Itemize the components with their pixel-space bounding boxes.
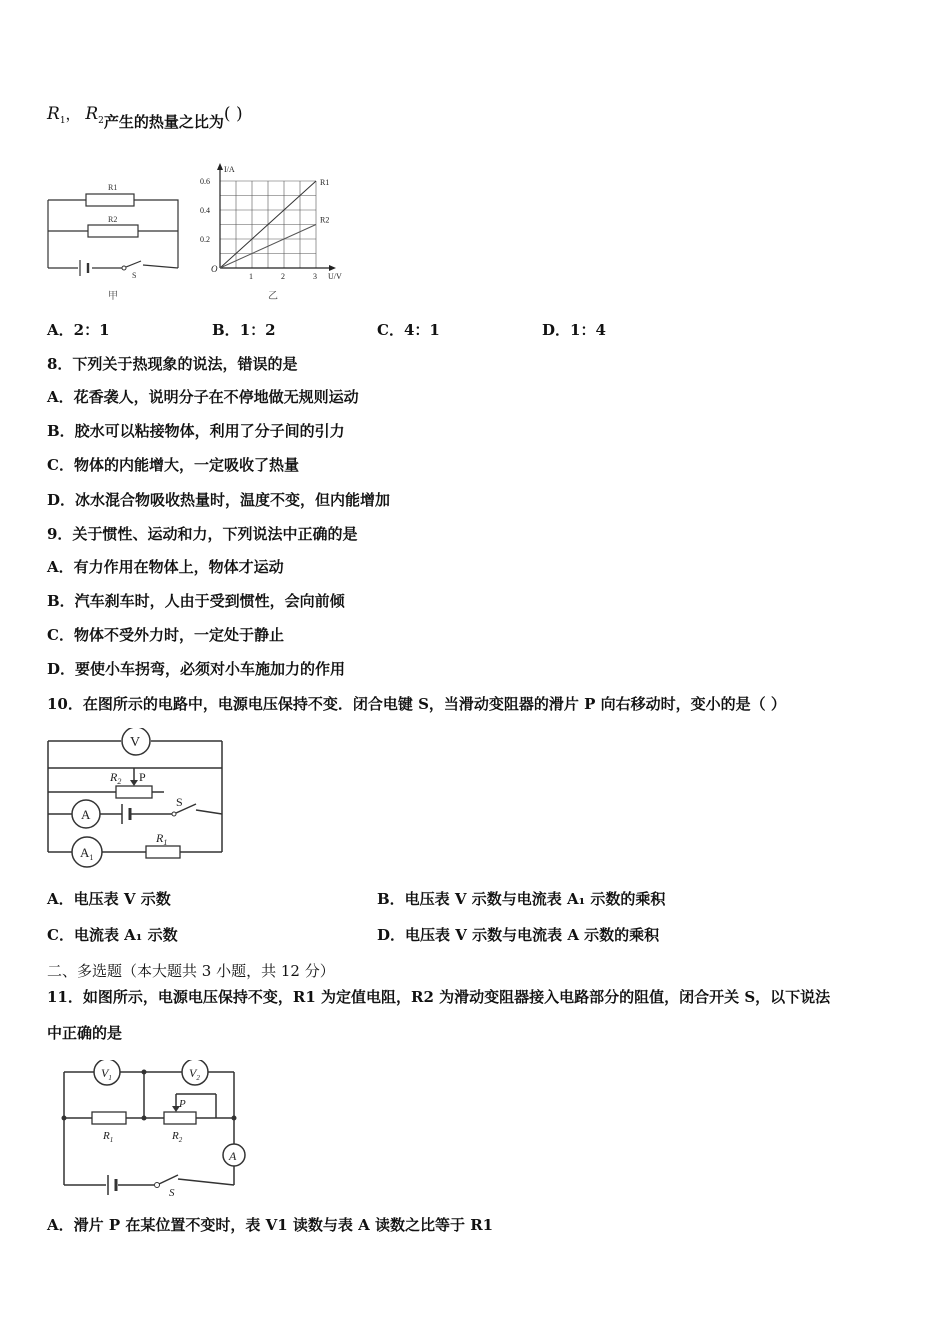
q7-stem-r1-sub: 1 [59,116,66,126]
q8-option-c[interactable]: C．物体的内能增大，一定吸收了热量 [47,456,299,474]
q10-r1-resistor [146,846,180,858]
q10-voltmeter-label: V [130,735,141,750]
chart-x-label: U/V [328,272,342,281]
q10-option-c[interactable]: C．电流表 A₁ 示数 [47,926,178,944]
q10-r1-label: $R_1$ [156,831,168,847]
q7-stem-r2-sub: 2 [98,116,104,126]
chart-origin-label: O [211,264,218,274]
q7-r2-resistor [88,225,138,237]
q11-ammeter-label: A [229,1149,237,1163]
q9-option-b[interactable]: B．汽车刹车时，人由于受到惯性，会向前倾 [47,592,345,610]
q7-label-r2: R2 [108,215,118,224]
q7-stem [47,104,243,131]
q10-r2-resistor [116,786,152,798]
chart-label-r1: R1 [320,178,330,187]
q7-label-s: S [132,271,137,280]
q7-stem-comma: ， [65,105,81,123]
q11-r2-resistor [164,1112,196,1124]
q7-r1-resistor [86,194,134,206]
section2-heading: 二、多选题（本大题共 3 小题，共 12 分） [47,962,335,980]
q11-switch-label: S [169,1187,175,1199]
q11-junction-right [232,1116,237,1121]
q7-circuit-jia [40,172,190,307]
q10-circuit [44,728,226,870]
chart-x-tick: 3 [313,272,317,281]
q11-v2-label: $V_2$ [189,1066,200,1082]
q10-r2-label: $R_2$ [110,770,122,786]
q7-option-c[interactable]: C．4：1 [377,321,440,339]
q11-junction-top [142,1070,147,1075]
q11-option-a[interactable]: A．滑片 P 在某位置不变时，表 V1 读数与表 A 读数之比等于 R1 [47,1216,494,1234]
q9-option-c[interactable]: C．物体不受外力时，一定处于静止 [47,626,284,644]
q7-label-r1: R1 [108,183,118,192]
chart-x-arrow [329,265,336,271]
chart-y-tick: 0.6 [200,177,210,186]
chart-caption-yi: 乙 [268,291,278,302]
q11-r2-label: $R_2$ [172,1130,183,1144]
q11-v1-label: $V_1$ [101,1066,112,1082]
chart-x-tick: 2 [281,272,285,281]
q11-switch-blade [159,1175,178,1184]
q10-option-a[interactable]: A．电压表 V 示数 [47,890,171,908]
q10-stem: 10．在图所示的电路中，电源电压保持不变．闭合电键 S，当滑动变阻器的滑片 P 向右移动时，变小的是（ ） [47,695,786,713]
q8-option-a[interactable]: A．花香袭人，说明分子在不停地做无规则运动 [47,388,359,406]
q10-switch-label: S [176,795,183,809]
q11-stem-line1: 11．如图所示，电源电压保持不变，R1 为定值电阻，R2 为滑动变阻器接入电路部分的阻值，闭合开关 S，以下说法 [47,988,831,1006]
q7-option-a[interactable]: A．2：1 [47,321,110,339]
chart-y-tick: 0.4 [200,206,210,215]
q9-stem: 9．关于惯性、运动和力，下列说法中正确的是 [47,525,358,543]
q7-chart-yi [196,152,356,307]
chart-x-tick: 1 [249,272,253,281]
q8-option-d[interactable]: D．冰水混合物吸收热量时，温度不变，但内能增加 [47,491,391,509]
q7-caption-jia: 甲 [108,291,118,302]
q10-option-b[interactable]: B．电压表 V 示数与电流表 A₁ 示数的乘积 [377,890,666,908]
q7-option-d[interactable]: D．1：4 [542,321,606,339]
q11-junction-mid [142,1116,147,1121]
q7-stem-text: 产生的热量之比为 [103,113,224,131]
chart-y-label: I/A [224,165,235,174]
q7-switch-blade [126,261,141,267]
q11-switch-pivot [155,1183,160,1188]
q10-ammeter-a-label: A [81,807,91,822]
q7-stem-r2: R [85,104,99,124]
q9-option-d[interactable]: D．要使小车拐弯，必须对小车施加力的作用 [47,660,346,678]
q11-r1-label: $R_1$ [103,1130,114,1144]
q8-option-b[interactable]: B．胶水可以粘接物体，利用了分子间的引力 [47,422,345,440]
q11-junction-left [62,1116,67,1121]
q11-stem-line2: 中正确的是 [47,1024,123,1042]
q11-circuit [56,1060,251,1200]
q7-switch-pivot [122,266,126,270]
q7-stem-paren: ( ) [223,104,243,124]
q8-stem: 8．下列关于热现象的说法，错误的是 [47,355,298,373]
q10-slider-arrow [130,780,138,786]
q10-switch-pivot [172,812,176,816]
chart-y-arrow [217,163,223,170]
chart-y-tick: 0.2 [200,235,210,244]
q10-option-d[interactable]: D．电压表 V 示数与电流表 A 示数的乘积 [377,926,660,944]
q7-option-b[interactable]: B．1：2 [212,321,276,339]
q11-r1-resistor [92,1112,126,1124]
chart-label-r2: R2 [320,215,330,225]
q7-stem-r1: R [47,104,60,124]
q11-p-label: P [179,1098,186,1110]
q10-p-label: P [139,770,146,784]
q10-ammeter-a1-label: $A_1$ [80,845,94,862]
q9-option-a[interactable]: A．有力作用在物体上，物体才运动 [47,558,284,576]
